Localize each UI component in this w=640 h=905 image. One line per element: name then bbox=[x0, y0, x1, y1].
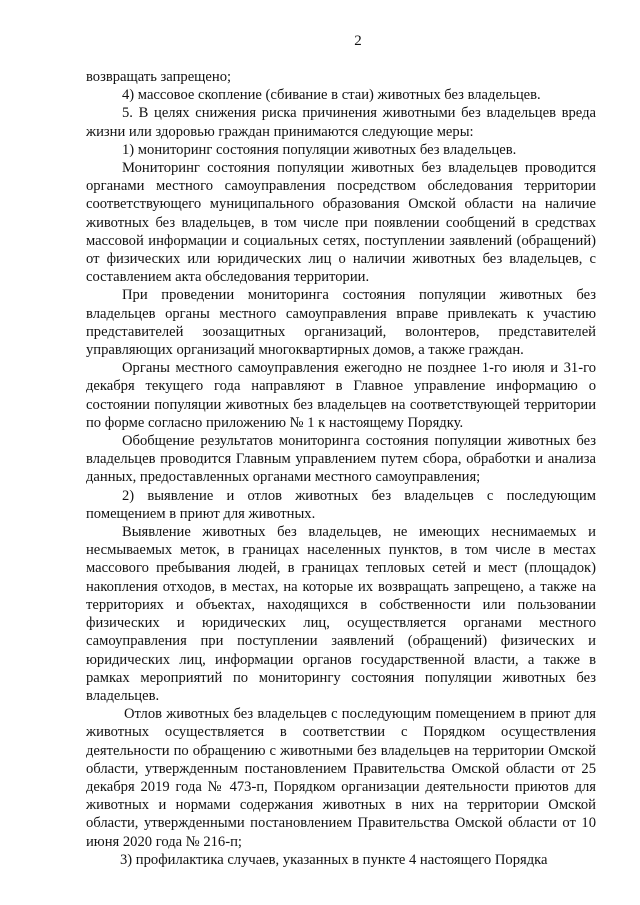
paragraph: 5. В целях снижения риска причинения животными без владельцев вреда жизни или здоровью граждан принимаются следующие меры: bbox=[86, 105, 596, 140]
paragraph: При проведении мониторинга состояния популяции животных без владельцев органы местного самоуправления вправе привлекать к участию представителей зоозащитных организаций, волонтеров, представителей управляющих организаций многоквартирных домов, а также граждан. bbox=[86, 287, 596, 359]
paragraph: 1) мониторинг состояния популяции животных без владельцев. bbox=[122, 141, 517, 158]
page-number: 2 bbox=[354, 33, 362, 49]
document-body bbox=[86, 68, 596, 869]
paragraph: Выявление животных без владельцев, не имеющих неснимаемых и несмываемых меток, в границах населенных пунктов, в том числе в местах массового пребывания людей, в границах тепловых сетей и мест (площадок) накопления отходов, в местах, на которые их возвращать запрещено, а также на территориях и объектах, находящихся в собственности или пользовании физических и юридических лиц, осуществляется органами местного самоуправления при поступлении заявлений (обращений) физических и юридических лиц, информации органов государственной власти, а также в рамках мероприятий по мониторингу состояния популяции животных без владельцев. bbox=[86, 524, 596, 704]
paragraph: Обобщение результатов мониторинга состояния популяции животных без владельцев проводится Главным управлением путем сбора, обработки и анализа данных, предоставленных органами местного самоуправления; bbox=[86, 433, 596, 486]
paragraph: 3) профилактика случаев, указанных в пункте 4 настоящего Порядка bbox=[120, 851, 548, 868]
paragraph: 4) массовое скопление (сбивание в стаи) животных без владельцев. bbox=[122, 87, 541, 104]
paragraph: 2) выявление и отлов животных без владельцев с последующим помещением в приют для животных. bbox=[86, 487, 596, 522]
paragraph: возвращать запрещено; bbox=[86, 69, 232, 85]
paragraph: Органы местного самоуправления ежегодно не позднее 1-го июля и 31-го декабря текущего года направляют в Главное управление информацию о состоянии популяции животных без владельцев на соответствующей территории по форме согласно приложению № 1 к настоящему Порядку. bbox=[86, 360, 596, 431]
paragraph: Мониторинг состояния популяции животных без владельцев проводится органами местного самоуправления посредством обследования территории соответствующего муниципального образования Омской области на наличие животных без владельцев, в том числе при появлении сообщений в средствах массовой информации и социальных сетях, поступлении заявлений (обращений) от физических или юридических лиц о наличии животных без владельцев, с составлением акта обследования территории. bbox=[86, 160, 596, 286]
paragraph: Отлов животных без владельцев с последующим помещением в приют для животных осуществляется в соответствии с Порядком осуществления деятельности по обращению с животными без владельцев на территории Омской области, утвержденным постановлением Правительства Омской области от 25 декабря 2019 года № 473-п, Порядком организации деятельности приютов для животных и нормами содержания животных в них на территории Омской области, утвержденными постановлением Правительства Омской области от 10 июня 2020 года № 216-п; bbox=[86, 706, 596, 850]
